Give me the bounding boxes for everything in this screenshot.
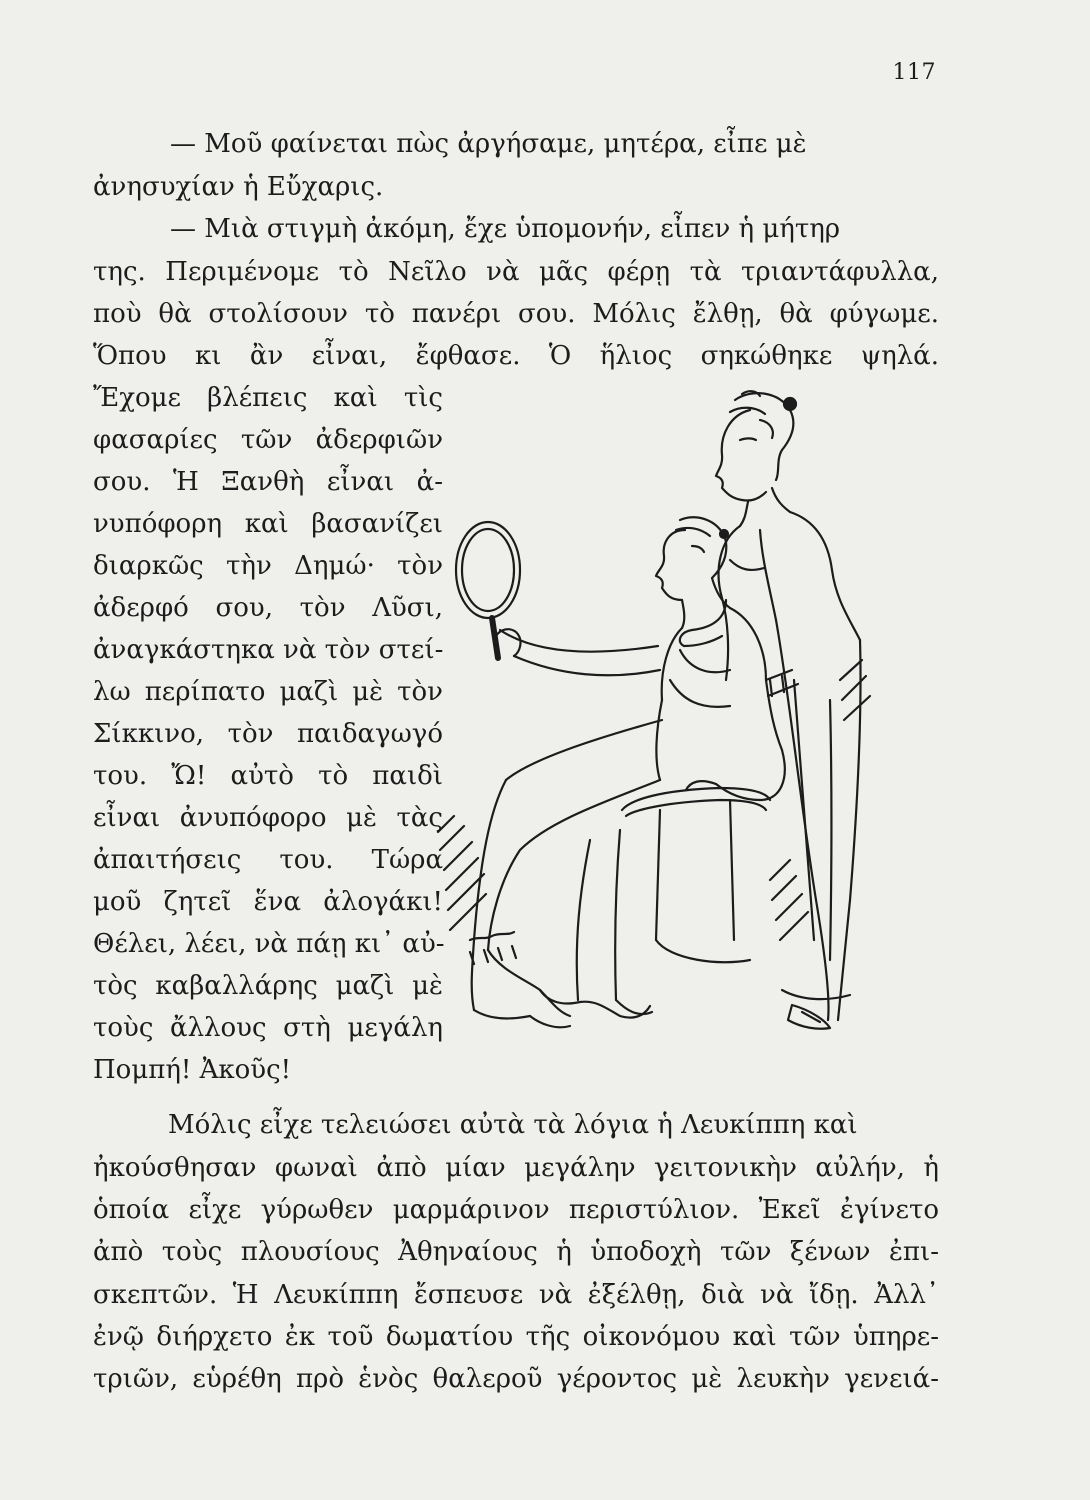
text-line-bottom-4: ἀπὸ τοὺς πλουσίους Ἀθηναίους ἡ ὑποδοχὴ τῶν ξένων ἐπι- (93, 1237, 939, 1267)
text-line-left-10: του. Ὤ! αὐτὸ τὸ παιδὶ (93, 761, 443, 791)
text-line-bottom-3: ὁποία εἶχε γύρωθεν μαρμάρινον περιστύλιον. Ἐκεῖ ἐγίνετο (93, 1195, 939, 1225)
text-line-left-6: ἀδερφό σου, τὸν Λῦσι, (93, 593, 443, 623)
text-line-left-9: Σίκκινο, τὸν παιδαγωγό (93, 719, 443, 749)
text-line-left-13: μοῦ ζητεῖ ἕνα ἀλογάκι! (93, 887, 443, 917)
text-line-top-1: — Μοῦ φαίνεται πὼς ἀργήσαμε, μητέρα, εἶπε μὲ (170, 129, 807, 159)
text-line-left-3: σου. Ἡ Ξανθὴ εἶναι ἀ- (93, 467, 443, 497)
page-number: 117 (892, 60, 936, 85)
text-line-left-4: νυπόφορη καὶ βασανίζει (93, 509, 443, 539)
text-line-left-12: ἀπαιτήσεις του. Τώρα (93, 845, 443, 875)
text-line-left-16: τοὺς ἄλλους στὴ μεγάλη (93, 1013, 443, 1043)
illustration-women-with-mirror (430, 380, 910, 1060)
text-line-left-7: ἀναγκάστηκα νὰ τὸν στεί- (93, 635, 444, 665)
text-line-top-5: ποὺ θὰ στολίσουν τὸ πανέρι σου. Μόλις ἔλθῃ, θὰ φύγωμε. (93, 299, 939, 329)
text-line-top-4: της. Περιμένομε τὸ Νεῖλο νὰ μᾶς φέρῃ τὰ τριαντάφυλλα, (93, 257, 939, 287)
text-line-left-1: Ἔχομε βλέπεις καὶ τὶς (93, 383, 443, 413)
text-line-top-6: Ὅπου κι ἂν εἶναι, ἔφθασε. Ὁ ἥλιος σηκώθηκε ψηλά. (93, 341, 939, 371)
text-line-bottom-7: τριῶν, εὑρέθη πρὸ ἑνὸς θαλεροῦ γέροντος μὲ λευκὴν γενειά- (93, 1364, 939, 1394)
text-line-bottom-1: Μόλις εἶχε τελειώσει αὐτὰ τὰ λόγια ἡ Λευκίππη καὶ (168, 1110, 858, 1140)
text-line-bottom-2: ἠκούσθησαν φωναὶ ἀπὸ μίαν μεγάλην γειτονικὴν αὐλήν, ἡ (93, 1153, 939, 1183)
text-line-left-14: Θέλει, λέει, νὰ πάῃ κι᾽ αὐ- (93, 929, 445, 959)
text-line-bottom-5: σκεπτῶν. Ἡ Λευκίππη ἔσπευσε νὰ ἐξέλθῃ, διὰ νὰ ἴδῃ. Ἀλλ᾽ (93, 1280, 939, 1310)
text-line-top-2: ἀνησυχίαν ἡ Εὔχαρις. (93, 172, 384, 202)
text-line-left-11: εἶναι ἀνυπόφορο μὲ τὰς (93, 803, 443, 833)
text-line-left-8: λω περίπατο μαζὶ μὲ τὸν (93, 677, 443, 707)
text-line-left-2: φασαρίες τῶν ἀδερφιῶν (93, 425, 443, 455)
text-line-left-5: διαρκῶς τὴν Δημώ· τὸν (93, 551, 443, 581)
text-line-left-15: τὸς καβαλλάρης μαζὶ μὲ (93, 971, 443, 1001)
text-line-bottom-6: ἐνῷ διήρχετο ἐκ τοῦ δωματίου τῆς οἰκονόμου καὶ τῶν ὑπηρε- (93, 1322, 939, 1352)
text-line-left-17: Πομπή! Ἀκοῦς! (93, 1055, 292, 1085)
text-line-top-3: — Μιὰ στιγμὴ ἀκόμη, ἔχε ὑπομονήν, εἶπεν ἡ μήτηρ (170, 214, 841, 244)
